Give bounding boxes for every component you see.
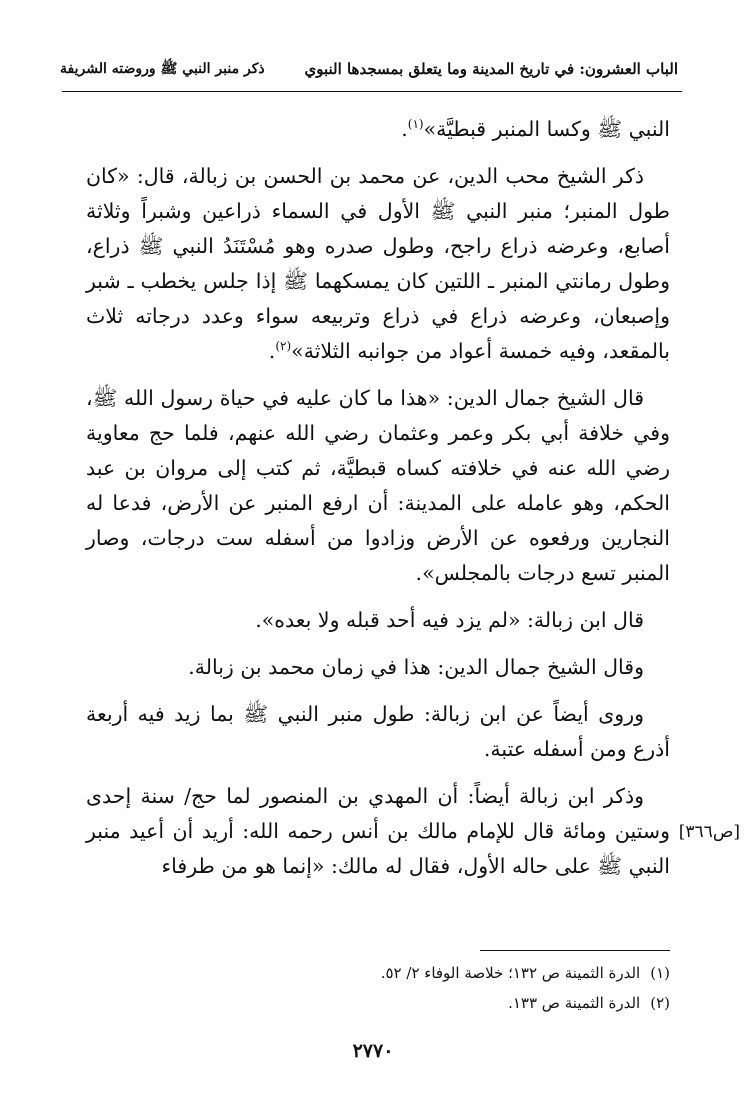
paragraph-text: النبي ﷺ وكسا المنبر قبطيَّة»: [423, 117, 670, 141]
paragraph: [86, 779, 670, 884]
paragraph-text: قال الشيخ جمال الدين: «هذا ما كان عليه في حياة رسول الله ﷺ، وفي خلافة أبي بكر وعمر وعثمان رضي الله عنهم، فلما حج معاوية رضي الله عنه في خلافته كساه قبطيَّة، ثم كتب إلى مروان بن عبد الحكم، وهو عامله على المدينة: أن ارفع المنبر عن الأرض، فدعا له النجارين ورفعوه عن الأرض وزادوا من أسفله ست درجات، وصار المنبر تسع درجات بالمجلس».: [86, 386, 670, 585]
paragraph-text: وروى أيضاً عن ابن زبالة: طول منبر النبي ﷺ بما زيد فيه أربعة أذرع ومن أسفله عتبة.: [86, 702, 670, 761]
main-text: [86, 112, 670, 896]
footnote-text: الدرة الثمينة ص ١٣٣.: [508, 994, 641, 1012]
paragraph: [86, 603, 670, 638]
chapter-title: الباب العشرون: في تاريخ المدينة وما يتعلق بمسجدها النبوي: [304, 60, 678, 78]
paragraph-text: وقال الشيخ جمال الدين: هذا في زمان محمد بن زبالة.: [188, 655, 644, 679]
paragraph: [86, 159, 670, 369]
page-number: ٢٧٧٠: [352, 1040, 394, 1062]
paragraph-tail: .: [401, 117, 408, 141]
paragraph-text: قال ابن زبالة: «لم يزد فيه أحد قبله ولا بعده».: [255, 608, 644, 632]
paragraph-text: ذكر الشيخ محب الدين، عن محمد بن الحسن بن زبالة، قال: «كان طول المنبر؛ منبر النبي ﷺ الأول في السماء ذراعين وشبراً وثلاثة أصابع، وعرضه ذراع راجح، وطول صدره وهو مُسْتَنَدُ النبي ﷺ ذراع، وطول رمانتي المنبر ـ اللتين كان يمسكهما ﷺ إذا جلس يخطب ـ شبر وإصبعان، وعرضه ذراع في ذراع وتربيعه سواء وعدد درجاته ثلاث بالمقعد، وفيه خمسة أعواد من جوانبه الثلاثة»: [86, 164, 670, 363]
paragraph: [86, 650, 670, 685]
section-title: ذكر منبر النبي ﷺ وروضته الشريفة: [60, 61, 265, 77]
footnote-ref: (١): [407, 117, 424, 132]
paragraph-tail: .: [268, 339, 276, 363]
footnote-number: (٢): [650, 994, 670, 1012]
footnote-text: الدرة الثمينة ص ١٣٢؛ خلاصة الوفاء ٢/ ٥٢.: [380, 964, 641, 982]
footnote: [86, 988, 670, 1018]
footnote-ref: (٢): [275, 339, 292, 354]
footnote-divider: [480, 950, 670, 951]
paragraph-text: وذكر ابن زبالة أيضاً: أن المهدي بن المنصور لما حج/ سنة إحدى وستين ومائة قال للإمام مالك بن أنس رحمه الله: أريد أن أعيد منبر النبي ﷺ على حاله الأول، فقال له مالك: «إنما هو من طرفاء: [86, 784, 670, 878]
running-header: [60, 60, 678, 86]
paragraph: [86, 112, 670, 147]
paragraph: [86, 697, 670, 767]
footnote-number: (١): [650, 964, 670, 982]
footnotes: [86, 958, 670, 1018]
page-marker: [ص٣٦٦]: [678, 822, 740, 842]
paragraph: [86, 381, 670, 591]
header-divider: [62, 91, 682, 92]
footnote: [86, 958, 670, 988]
